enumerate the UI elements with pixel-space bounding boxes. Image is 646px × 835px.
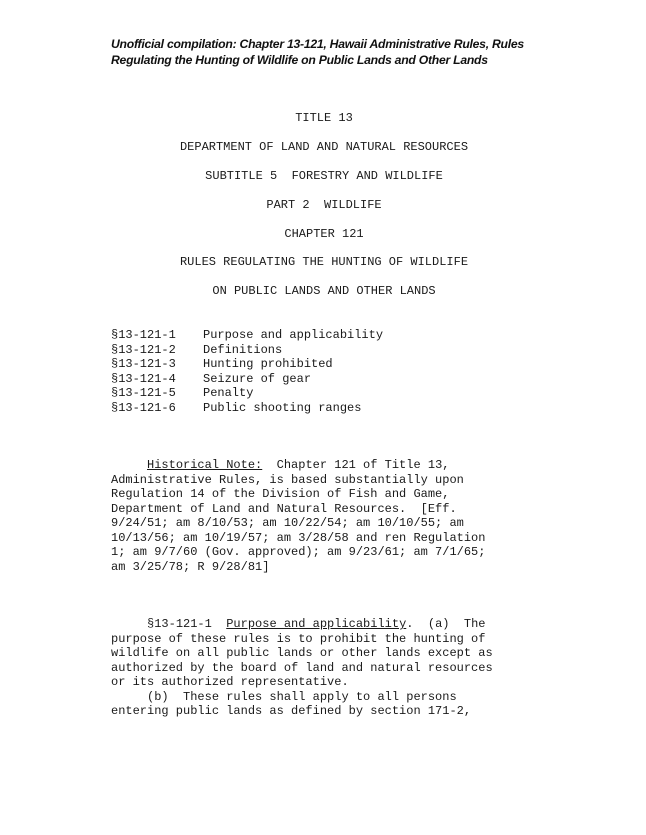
chapter-title-line-2: ON PUBLIC LANDS AND OTHER LANDS	[212, 284, 436, 298]
toc-row	[111, 328, 383, 343]
toc-section-title: Seizure of gear	[203, 371, 312, 386]
chapter-title-line-1: RULES REGULATING THE HUNTING OF WILDLIFE	[179, 255, 469, 269]
historical-note-line: Administrative Rules, is based substantially upon	[111, 472, 464, 487]
historical-note	[111, 458, 531, 574]
toc-row	[111, 401, 383, 416]
section-first-line	[111, 617, 531, 632]
toc-section-number: §13-121-6	[111, 400, 176, 415]
historical-note-line: Department of Land and Natural Resources. [Eff.	[111, 501, 457, 516]
toc-row	[111, 343, 383, 358]
toc-section-title: Penalty	[203, 386, 254, 400]
toc-section-title: Public shooting ranges	[203, 400, 362, 415]
toc-section-number: §13-121-5	[111, 386, 176, 400]
historical-note-line: 1; am 9/7/60 (Gov. approved); am 9/23/61; am 7/1/65;	[111, 545, 486, 559]
section-number: §13-121-1	[147, 617, 227, 631]
historical-note-line: Regulation 14 of the Division of Fish and Game,	[111, 487, 450, 501]
subtitle-heading: SUBTITLE 5 FORESTRY AND WILDLIFE	[205, 169, 443, 183]
toc-section-number: §13-121-1	[111, 328, 176, 342]
header-line-2: Regulating the Hunting of Wildlife on Public Lands and Other Lands	[111, 53, 488, 67]
historical-note-label: Historical Note:	[147, 458, 263, 472]
section-line: wildlife on all public lands or other lands except as	[111, 646, 493, 660]
table-of-contents	[111, 328, 383, 415]
toc-section-number: §13-121-3	[111, 357, 176, 371]
section-heading-rest: . (a) The	[406, 617, 486, 631]
section-line: authorized by the board of land and natural resources	[111, 660, 493, 675]
subsection-b-first-line: (b) These rules shall apply to all persons	[111, 689, 457, 704]
header-line-1: Unofficial compilation: Chapter 13-121, Hawaii Administrative Rules, Rules	[111, 37, 524, 51]
historical-note-line: 10/13/56; am 10/19/57; am 3/28/58 and ren Regulation	[111, 530, 486, 545]
department-heading: DEPARTMENT OF LAND AND NATURAL RESOURCES	[179, 140, 469, 154]
toc-section-title: Definitions	[203, 342, 283, 357]
page-header	[111, 36, 611, 68]
toc-section-title: Hunting prohibited	[203, 357, 333, 371]
section-line: or its authorized representative.	[111, 675, 349, 689]
section-heading: Purpose and applicability	[226, 617, 407, 631]
historical-note-line: 9/24/51; am 8/10/53; am 10/22/54; am 10/10/55; am	[111, 516, 464, 530]
title-heading: TITLE 13	[295, 111, 353, 125]
toc-row	[111, 386, 383, 401]
historical-note-first-line	[111, 458, 531, 473]
historical-note-line: am 3/25/78; R 9/28/81]	[111, 559, 270, 574]
toc-section-number: §13-121-4	[111, 371, 176, 386]
part-heading: PART 2 WILDLIFE	[266, 198, 382, 212]
section-line: entering public lands as defined by section 171-2,	[111, 704, 472, 718]
section-line: purpose of these rules is to prohibit the hunting of	[111, 631, 486, 646]
chapter-heading: CHAPTER 121	[284, 227, 364, 241]
historical-note-line-rest: Chapter 121 of Title 13,	[262, 458, 450, 472]
section-13-121-1	[111, 617, 531, 719]
toc-row	[111, 357, 383, 372]
toc-section-number: §13-121-2	[111, 342, 176, 357]
toc-row	[111, 372, 383, 387]
toc-section-title: Purpose and applicability	[203, 328, 384, 342]
